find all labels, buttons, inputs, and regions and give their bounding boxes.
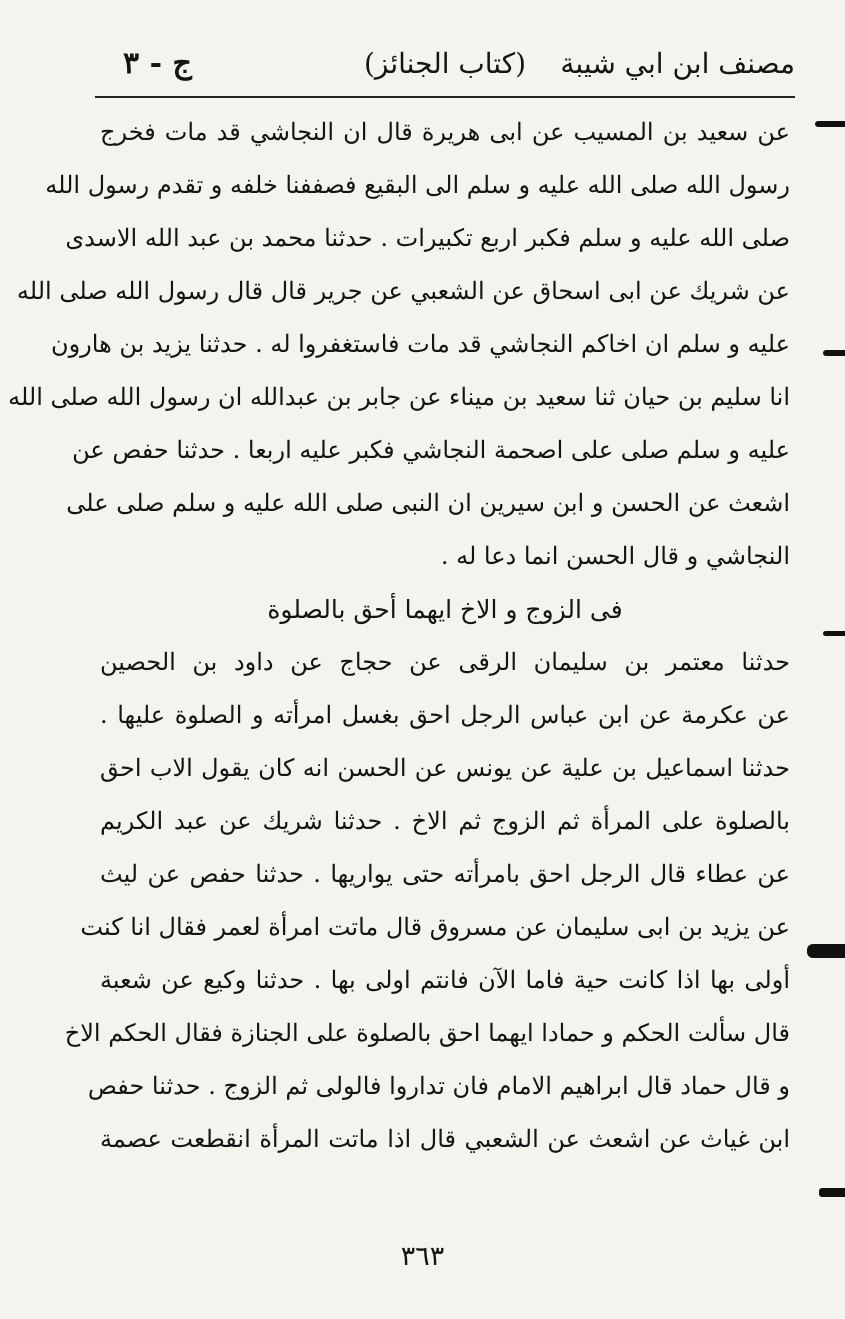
text-line: عن سعيد بن المسيب عن ابى هريرة قال ان النجاشي قد مات فخرج xyxy=(100,118,790,146)
text-line: و قال حماد قال ابراهيم الامام فان تداروا فالولى ثم الزوج . حدثنا حفص xyxy=(87,1072,790,1100)
text-line: انا سليم بن حيان ثنا سعيد بن ميناء عن جابر بن عبدالله ان رسول الله صلى الله xyxy=(8,383,790,411)
text-line: بالصلوة على المرأة ثم الزوج ثم الاخ . حدثنا شريك عن عبد الكريم xyxy=(100,807,790,835)
text-line: صلى الله عليه و سلم فكبر اربع تكبيرات . حدثنا محمد بن عبد الله الاسدى xyxy=(65,224,790,252)
text-line: حدثنا معتمر بن سليمان الرقى عن حجاج عن داود بن الحصين xyxy=(100,648,790,676)
text-line: رسول الله صلى الله عليه و سلم الى البقيع فصففنا خلفه و تقدم رسول الله xyxy=(45,171,790,199)
margin-marker xyxy=(823,350,845,356)
margin-marker xyxy=(815,121,845,127)
chapter-heading: فى الزوج و الاخ ايهما أحق بالصلوة xyxy=(267,595,623,624)
text-line: حدثنا اسماعيل بن علية عن يونس عن الحسن انه كان يقول الاب احق xyxy=(100,754,790,782)
margin-marker xyxy=(819,1188,845,1197)
page-number: ٣٦٣ xyxy=(400,1241,445,1272)
text-line: عليه و سلم صلى على اصحمة النجاشي فكبر عليه اربعا . حدثنا حفص عن xyxy=(72,436,790,464)
text-line: عليه و سلم ان اخاكم النجاشي قد مات فاستغفروا له . حدثنا يزيد بن هارون xyxy=(50,330,790,358)
text-line: عن شريك عن ابى اسحاق عن الشعبي عن جرير قال قال رسول الله صلى الله xyxy=(16,277,790,305)
volume-number: ج - ٣ xyxy=(123,46,192,81)
body-text xyxy=(8,106,791,1166)
section-title: (كتاب الجنائز) xyxy=(363,47,527,80)
book-title: مصنف ابن ابي شيبة xyxy=(560,47,795,80)
text-line: النجاشي و قال الحسن انما دعا له . xyxy=(440,542,790,570)
margin-marker xyxy=(823,631,845,636)
header-rule xyxy=(95,96,795,98)
text-line: ابن غياث عن اشعث عن الشعبي قال اذا ماتت المرأة انقطعت عصمة xyxy=(100,1125,790,1153)
text-line: عن عكرمة عن ابن عباس الرجل احق بغسل امرأته و الصلوة عليها . xyxy=(100,701,790,729)
text-line: عن يزيد بن ابى سليمان عن مسروق قال ماتت امرأة لعمر فقال انا كنت xyxy=(80,913,790,941)
text-line: عن عطاء قال الرجل احق بامرأته حتى يواريها . حدثنا حفص عن ليث xyxy=(100,860,790,888)
text-line: اشعث عن الحسن و ابن سيرين ان النبى صلى الله عليه و سلم صلى على xyxy=(66,489,790,517)
running-header xyxy=(95,34,795,94)
text-line: قال سألت الحكم و حمادا ايهما احق بالصلوة على الجنازة فقال الحكم الاخ xyxy=(64,1019,790,1047)
text-line: أولى بها اذا كانت حية فاما الآن فانتم اولى بها . حدثنا وكيع عن شعبة xyxy=(100,966,791,994)
margin-marker xyxy=(807,944,845,958)
